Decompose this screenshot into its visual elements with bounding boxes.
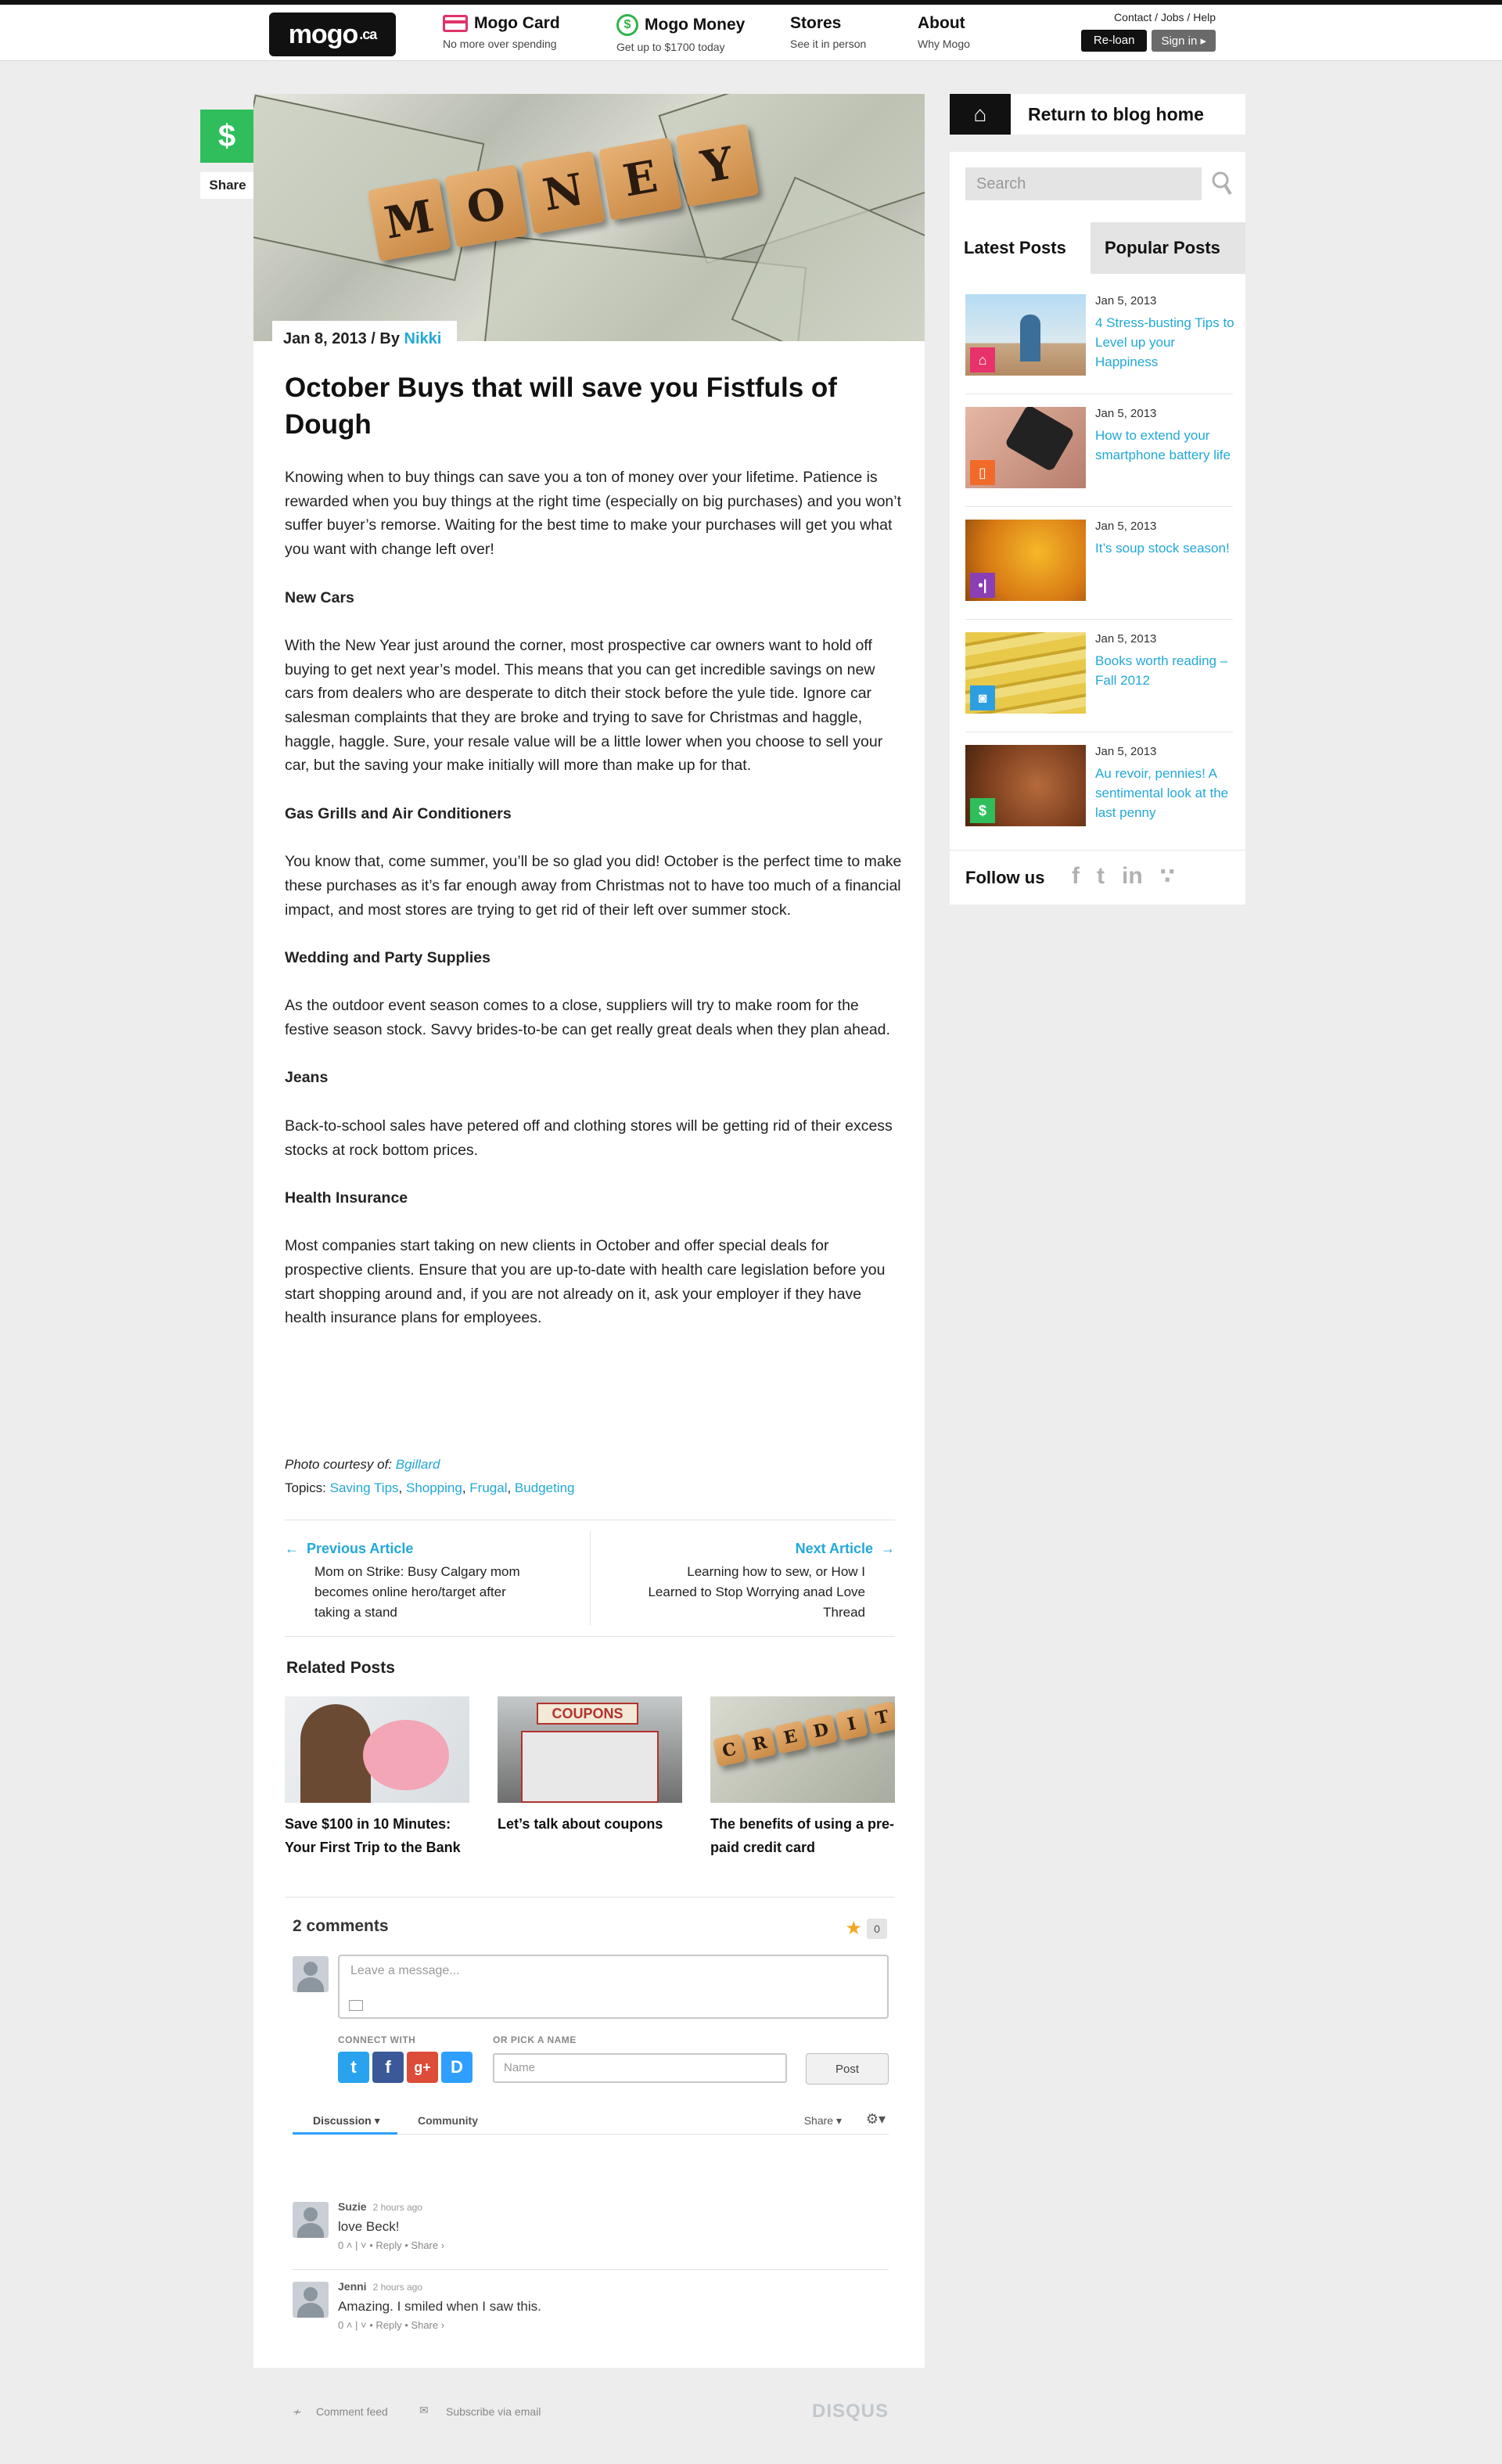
facebook-icon[interactable]: f: [1072, 863, 1080, 889]
site-header: [0, 5, 1502, 61]
comment-author[interactable]: Suzie: [338, 2200, 367, 2213]
arrow-right-icon: →: [881, 1541, 895, 1556]
gear-icon[interactable]: ⚙▾: [865, 2111, 886, 2127]
comment: [293, 2202, 889, 2282]
comment: [293, 2282, 889, 2361]
share-dropdown[interactable]: Share ▾: [803, 2114, 842, 2127]
follow-us: Follow us f t in ∵: [950, 850, 1245, 905]
share-dollar-icon[interactable]: $: [200, 110, 253, 163]
post-title-link[interactable]: How to extend your smartphone battery life: [1095, 428, 1231, 462]
disqus-comments: 2 comments ★ 0 Leave a message... CONNECT WITH OR PICK A NAME t f g+ D Name Post Discussion ▾ Community Share ▾ ⚙▾ Suzie 2 hours ago love Beck! 0 ˄ | ˅ • Reply • Share › Jenni 2 hours ago Amazing. I smiled when I saw this. 0 ˄ | ˅ • Reply • Share › ≁ Comment feed ✉ Subscribe via email DISQUS: [293, 1917, 889, 2422]
post-title-link[interactable]: Books worth reading – Fall 2012: [1095, 653, 1228, 688]
utensils-icon: •|: [970, 573, 995, 598]
topic-link[interactable]: Shopping: [405, 1480, 462, 1495]
sidebar: [950, 152, 1245, 851]
article-pagination: [285, 1520, 895, 1637]
comment-author[interactable]: Jenni: [338, 2280, 367, 2293]
message-input[interactable]: Leave a message...: [338, 1955, 889, 2019]
related-post[interactable]: Save $100 in 10 Minutes: Your First Trip to the Bank: [285, 1696, 469, 1859]
comment-actions[interactable]: 0 ˄ | ˅ • Reply • Share ›: [338, 2239, 445, 2251]
discussion-tabs: [293, 2108, 889, 2135]
dollar-icon: $: [970, 798, 995, 823]
nav-stores[interactable]: Stores See it in person: [790, 14, 867, 50]
related-post[interactable]: C R E D I T The benefits of using a pre-paid credit card: [710, 1696, 895, 1859]
divider: [590, 1531, 591, 1625]
section-heading: Gas Grills and Air Conditioners: [285, 804, 512, 822]
name-input[interactable]: Name: [493, 2053, 787, 2083]
image-upload-icon[interactable]: [349, 2000, 363, 2011]
signin-button[interactable]: Sign in ▸: [1152, 30, 1216, 52]
envelope-icon: ✉: [419, 2404, 429, 2416]
section-heading: Health Insurance: [285, 1189, 408, 1207]
post-thumbnail: [965, 407, 1086, 488]
topic-link[interactable]: Saving Tips: [329, 1480, 399, 1495]
tab-popular-posts[interactable]: Popular Posts: [1091, 222, 1245, 274]
related-post[interactable]: COUPONS Let’s talk about coupons: [498, 1696, 682, 1836]
section-heading: New Cars: [285, 588, 354, 606]
search-icon[interactable]: [1211, 171, 1233, 196]
disqus-icon[interactable]: D: [441, 2052, 473, 2083]
contact-links[interactable]: Contact / Jobs / Help: [1114, 11, 1216, 23]
tab-community[interactable]: Community: [418, 2114, 478, 2127]
avatar: [293, 2282, 329, 2318]
topic-link[interactable]: Frugal: [469, 1480, 508, 1495]
section-heading: Jeans: [285, 1069, 329, 1087]
article-meta: Jan 8, 2013 / By Nikki: [272, 321, 457, 357]
tab-latest-posts[interactable]: Latest Posts: [950, 222, 1091, 274]
rss-icon[interactable]: ∵: [1159, 864, 1176, 888]
avatar: [293, 2202, 329, 2238]
related-posts-title: Related Posts: [286, 1659, 395, 1677]
gamepad-icon: ◙: [970, 685, 995, 710]
arrow-left-icon: ←: [285, 1541, 299, 1556]
topics: Topics: Saving Tips, Shopping, Frugal, Budgeting: [285, 1480, 575, 1495]
post-thumbnail: [965, 294, 1086, 376]
article-title: October Buys that will save you Fistfuls of Dough: [285, 372, 837, 440]
avatar: [293, 1956, 329, 1992]
header-utility: [1072, 11, 1216, 52]
star-count: 0: [867, 1919, 887, 1939]
sidebar-post[interactable]: ▯ Jan 5, 2013 How to extend your smartphone battery life: [965, 407, 1233, 507]
related-post-image: C R E D I T: [710, 1696, 895, 1803]
divider: [293, 2269, 889, 2270]
tab-discussion[interactable]: Discussion ▾: [293, 2108, 397, 2135]
topic-link[interactable]: Budgeting: [514, 1480, 575, 1495]
nav-about[interactable]: About Why Mogo: [918, 14, 970, 50]
comment-actions[interactable]: 0 ˄ | ˅ • Reply • Share ›: [338, 2319, 445, 2331]
photo-credit: Photo courtesy of: Bgillard: [285, 1457, 440, 1472]
star-icon[interactable]: ★: [845, 1918, 862, 1939]
post-title-link[interactable]: Au revoir, pennies! A sentimental look at the last penny: [1095, 766, 1229, 820]
search-input[interactable]: Search: [965, 167, 1202, 200]
next-article-link[interactable]: Next Article → Learning how to sew, or How I Learned to Stop Worrying anad Love Thread: [648, 1541, 895, 1620]
article: [253, 94, 925, 2422]
post-thumbnail: [965, 632, 1086, 714]
sidebar-post[interactable]: ◙ Jan 5, 2013 Books worth reading – Fall 2012: [965, 632, 1233, 732]
comment-time[interactable]: 2 hours ago: [372, 2282, 422, 2293]
comment-count: 2 comments: [293, 1917, 389, 1935]
previous-article-link[interactable]: ← Previous Article Mom on Strike: Busy Calgary mom becomes online hero/target after taking a stand: [285, 1541, 520, 1620]
comment-text: love Beck!: [338, 2219, 400, 2234]
google-plus-icon[interactable]: g+: [407, 2052, 438, 2083]
rss-icon: ≁: [293, 2405, 302, 2418]
card-icon: [443, 15, 468, 32]
money-tiles: M O N E Y: [368, 124, 760, 261]
credit-link[interactable]: Bgillard: [395, 1457, 440, 1472]
nav-mogo-card[interactable]: Mogo Card No more over spending: [443, 14, 560, 50]
section-heading: Wedding and Party Supplies: [285, 948, 490, 966]
facebook-icon[interactable]: f: [372, 2052, 404, 2083]
hero-image: [253, 94, 925, 341]
subscribe-email-link[interactable]: Subscribe via email: [446, 2405, 541, 2418]
dollar-circle-icon: $: [616, 14, 638, 36]
sidebar-post[interactable]: $ Jan 5, 2013 Au revoir, pennies! A sentimental look at the last penny: [965, 745, 1233, 845]
home-icon: ⌂: [950, 94, 1011, 135]
twitter-icon[interactable]: t: [1097, 863, 1105, 889]
comment-time[interactable]: 2 hours ago: [372, 2202, 422, 2213]
share-label[interactable]: Share: [200, 172, 255, 199]
post-title-link[interactable]: It’s soup stock season!: [1095, 541, 1230, 556]
author-link[interactable]: Nikki: [404, 330, 442, 347]
comment-feed-link[interactable]: Comment feed: [316, 2405, 388, 2418]
phone-icon: ▯: [970, 460, 995, 485]
post-thumbnail: [965, 745, 1086, 826]
return-to-blog-button[interactable]: ⌂ Return to blog home: [950, 94, 1245, 135]
comment-text: Amazing. I smiled when I saw this.: [338, 2299, 541, 2314]
post-thumbnail: [965, 520, 1086, 601]
related-post-image: COUPONS: [498, 1696, 682, 1803]
disqus-logo[interactable]: DISQUS: [811, 2401, 889, 2422]
social-login: [338, 2052, 473, 2083]
post-title-link[interactable]: 4 Stress-busting Tips to Level up your Happiness: [1095, 315, 1234, 369]
related-post-image: [285, 1696, 469, 1803]
post-button[interactable]: Post: [806, 2053, 889, 2085]
sidebar-post[interactable]: •| Jan 5, 2013 It’s soup stock season!: [965, 520, 1233, 620]
mogo-logo[interactable]: mogo .ca: [269, 13, 396, 56]
home-icon: ⌂: [970, 347, 995, 372]
linkedin-icon[interactable]: in: [1122, 863, 1143, 889]
twitter-icon[interactable]: t: [338, 2052, 369, 2083]
nav-mogo-money[interactable]: $ Mogo Money Get up to $1700 today: [616, 16, 746, 53]
sidebar-post[interactable]: ⌂ Jan 5, 2013 4 Stress-busting Tips to Level up your Happiness: [965, 294, 1233, 394]
article-body: Knowing when to buy things can save you a ton of money over your lifetime. Patience is rewarded when you buy things at the right time (especially on big purchases) and you won’t suffer buyer’s remorse. Waiting for the best time to make your purchases will get you what you want with change left over! New Cars With the New Year just around the corner, most prospective car owners want to hold off buying to get next year’s model. This means that you can get incredible savings on new cars from dealers who are desperate to ditch their stock before the yule tide. Ignore car salesman complaints that they are broke and trying to save for Christmas and haggle, haggle, haggle. Sure, your resale value will be a little lower when you choose to sell your car, but the saving your make initially will more than make up for that. Gas Grills and Air Conditioners You know that, come summer, you’ll be so glad you did! October is the perfect time to make these purchases as it’s far enough away from Christmas not to have too much of a financial impact, and most stores are trying to get rid of their left over summer stock. Wedding and Party Supplies As the outdoor event season comes to a close, suppliers will try to make room for the festive season stock. Savvy brides-to-be can get really great deals when they plan ahead. Jeans Back-to-school sales have petered off and clothing stores will be getting rid of their excess stocks at rock bottom prices. Health Insurance Most companies start taking on new clients in October and offer special deals for prospective clients. Ensure that you are up-to-date with health care legislation before you start shopping around and, if you are not already on it, ask your employer if they have health insurance plans for employees.: [285, 469, 902, 1327]
reloan-button[interactable]: Re-loan: [1081, 30, 1148, 52]
